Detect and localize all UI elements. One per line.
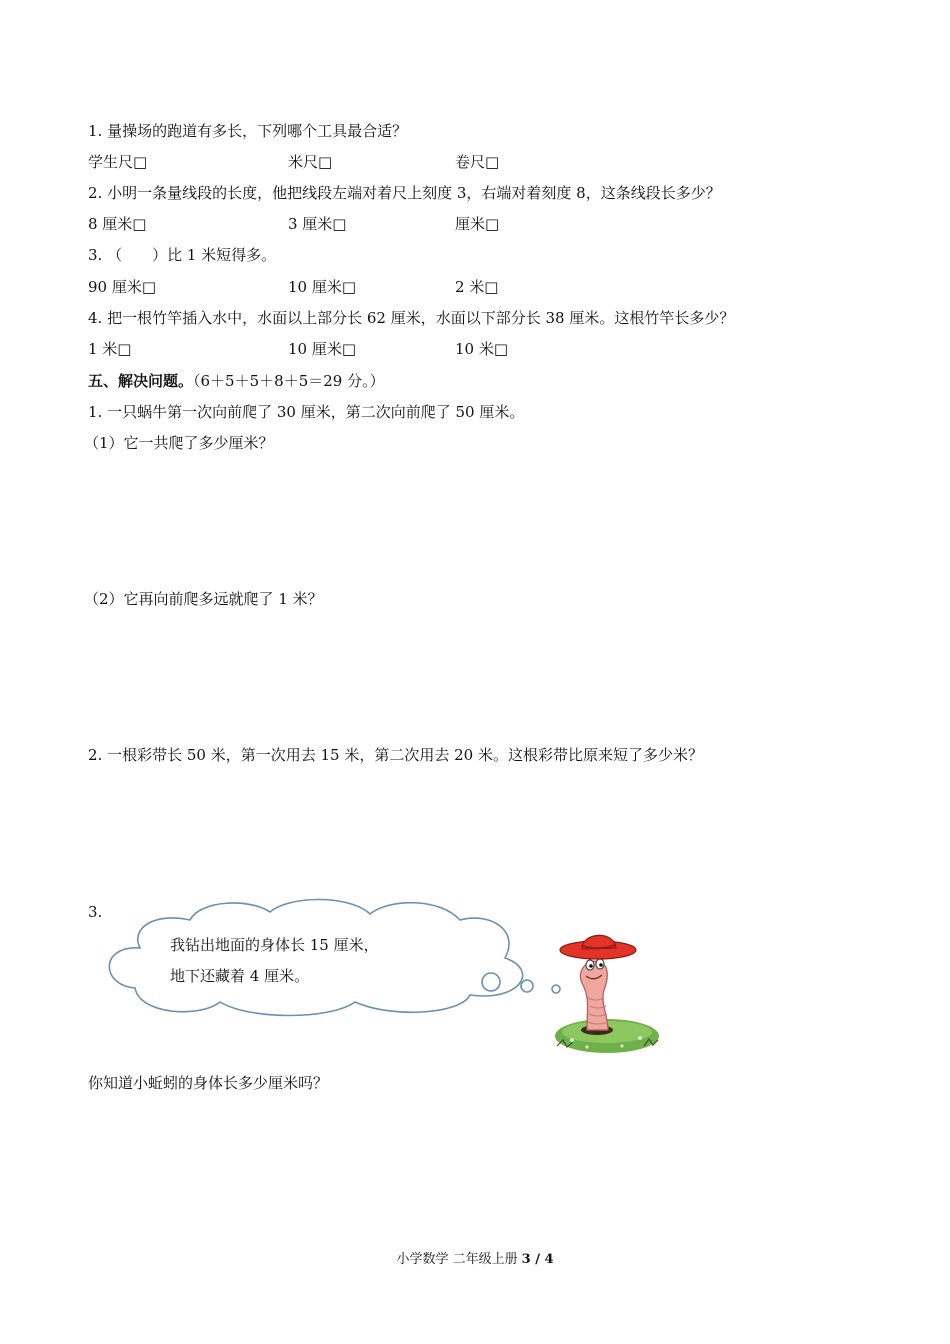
problem-3-number: 3.	[88, 903, 103, 921]
question-2-stem: 2. 小明一条量线段的长度，他把线段左端对着尺上刻度 3，右端对着刻度 8，这条线段长多少？	[88, 184, 721, 202]
footer-label: 小学数学 二年级上册	[396, 1252, 518, 1267]
question-4-option-c[interactable]: 10 米□	[455, 340, 509, 358]
question-4-option-b[interactable]: 10 厘米□	[288, 340, 357, 358]
question-3-option-b[interactable]: 10 厘米□	[288, 278, 357, 296]
problem-1-part-2: （2）它再向前爬多远就爬了 1 米？	[84, 590, 323, 608]
section-5-score: （6＋5＋5＋8＋5＝29 分。）	[193, 372, 385, 390]
problem-1-stem: 1. 一只蜗牛第一次向前爬了 30 厘米，第二次向前爬了 50 厘米。	[88, 403, 525, 421]
question-1-option-b[interactable]: 米尺□	[288, 153, 333, 171]
question-1-stem: 1. 量操场的跑道有多长，下列哪个工具最合适？	[88, 122, 408, 140]
question-3-option-a[interactable]: 90 厘米□	[88, 278, 157, 296]
question-2-option-c[interactable]: 厘米□	[455, 215, 500, 233]
question-1-option-c[interactable]: 卷尺□	[455, 153, 500, 171]
section-5-heading	[88, 371, 385, 391]
problem-2-stem: 2. 一根彩带长 50 米，第一次用去 15 米，第二次用去 20 米。这根彩带比原来短了多少米？	[88, 746, 703, 764]
bubble-text-line-1: 我钻出地面的身体长 15 厘米，	[170, 936, 379, 954]
earthworm-illustration	[552, 928, 667, 1058]
question-4-stem: 4. 把一根竹竿插入水中，水面以上部分长 62 厘米，水面以下部分长 38 厘米。这根竹竿长多少？	[88, 309, 735, 327]
question-2-option-a[interactable]: 8 厘米□	[88, 215, 147, 233]
page-footer	[0, 1248, 950, 1267]
bubble-text-line-2: 地下还藏着 4 厘米。	[170, 967, 310, 985]
thought-bubble	[100, 890, 580, 1030]
question-2-option-b[interactable]: 3 厘米□	[288, 215, 347, 233]
page-number: 3 / 4	[521, 1252, 554, 1267]
question-1-option-a[interactable]: 学生尺□	[88, 153, 148, 171]
question-3-stem: 3. （ ）比 1 米短得多。	[88, 246, 277, 264]
problem-3-question: 你知道小蚯蚓的身体长多少厘米吗？	[88, 1074, 329, 1092]
question-4-option-a[interactable]: 1 米□	[88, 340, 132, 358]
question-3-option-c[interactable]: 2 米□	[455, 278, 499, 296]
section-5-title: 五、解决问题。	[88, 372, 194, 390]
problem-1-part-1: （1）它一共爬了多少厘米？	[84, 434, 274, 452]
